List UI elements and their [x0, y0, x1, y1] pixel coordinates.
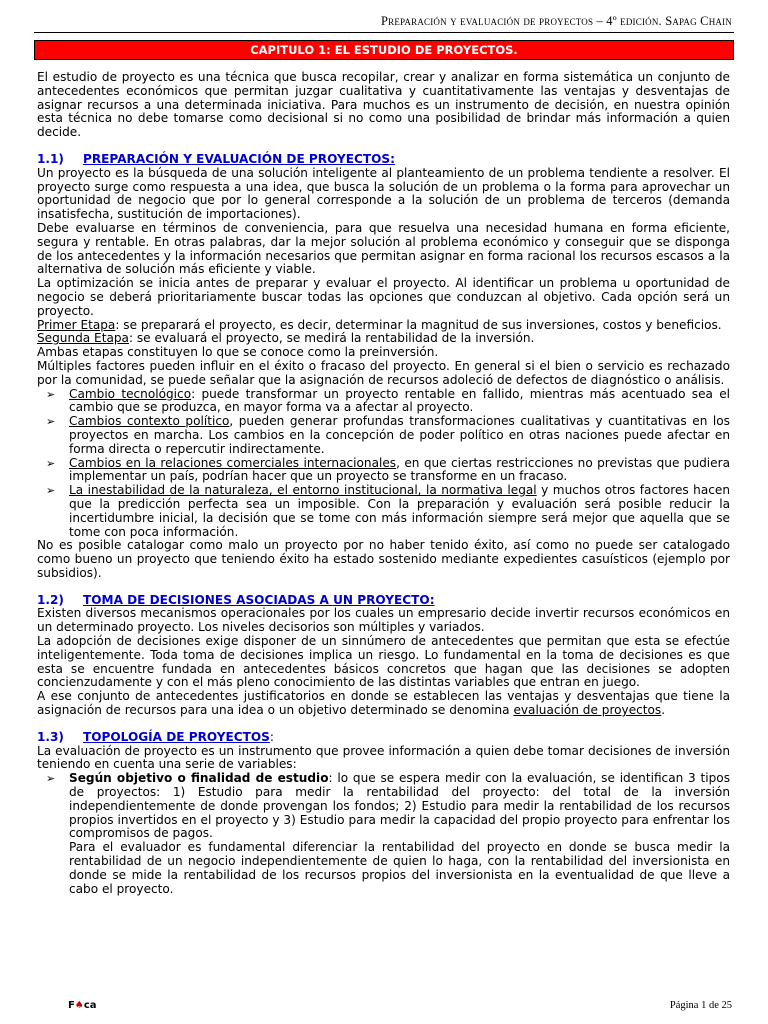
stage-label: Primer Etapa [37, 317, 116, 332]
section-title: PREPARACIÓN Y EVALUACIÓN DE PROYECTOS: [83, 151, 395, 166]
typology-list [37, 772, 730, 896]
arrow-bullet-icon: ➢ [46, 772, 56, 786]
spade-icon: ♠ [74, 1000, 84, 1011]
paragraph: Ambas etapas constituyen lo que se conoce como la preinversión. [37, 345, 439, 360]
running-header: Preparación y evaluación de proyectos – 4º edición. Sapag Chain [381, 14, 732, 28]
arrow-bullet-icon: ➢ [46, 456, 56, 470]
factor-list [37, 388, 730, 540]
arrow-bullet-icon: ➢ [46, 387, 56, 401]
chapter-banner: CAPITULO 1: EL ESTUDIO DE PROYECTOS. [34, 40, 734, 60]
paragraph: Múltiples factores pueden influir en el éxito o fracaso del proyecto. En general si el bien o servicio es rechazado por la comunidad, se puede señalar que la asignación de recursos adoleció de defectos de diagnóstico o análisis. [37, 358, 730, 387]
stage-label: Segunda Etapa [37, 331, 129, 346]
section-title: TOPOLOGÍA DE PROYECTOS [83, 729, 270, 744]
header-rule [34, 32, 734, 33]
section-number: 1.1) [37, 151, 64, 166]
list-item-continuation: Para el evaluador es fundamental diferenciar la rentabilidad del proyecto en donde se busca medir la rentabilidad de un negocio independientemente de quien lo haga, con la rentabilidad del inversionista en donde se mide la rentabilidad de los recursos propios del inversionista en la eventualidad de que lleve a cabo el proyecto. [69, 840, 730, 896]
section-title: TOMA DE DECISIONES ASOCIADAS A UN PROYECTO: [83, 592, 435, 607]
arrow-bullet-icon: ➢ [46, 484, 56, 498]
paragraph: Existen diversos mecanismos operacionales por los cuales un empresario decide invertir recursos económicos en un determinado proyecto. Los niveles decisorios son múltiples y variados. [37, 606, 730, 635]
defined-term: evaluación de proyectos [513, 703, 662, 718]
document-body [37, 71, 730, 896]
stage-paragraph: Primer Etapa: se preparará el proyecto, es decir, determinar la magnitud de sus inversiones, costos y beneficios. [37, 317, 722, 332]
paragraph: Un proyecto es la búsqueda de una solución inteligente al planteamiento de un problema tendiente a resolver. El proyecto surge como respuesta a una idea, que busca la solución de un problema o la forma para aprovechar un oportunidad de negocio que por lo general corresponde a la solución de un problema de terceros (demanda insatisfecha, sustitución de importaciones). [37, 165, 730, 222]
footer-logo: F♠ca [68, 1000, 97, 1011]
paragraph: A ese conjunto de antecedentes justificatorios en donde se establecen las ventajas y desventajas que tiene la asignación de recursos para una idea o un objetivo determinado se denomina evaluación de proyectos. [37, 689, 730, 718]
list-item: ➢ Cambios en la relaciones comerciales internacionales, en que ciertas restricciones no previstas que pudiera implementar un país, podrían hacer que un proyecto se transforme en un fracaso. [46, 455, 730, 484]
paragraph: La evaluación de proyecto es un instrumento que provee información a quien debe tomar decisiones de inversión teniendo en cuenta una serie de variables: [37, 743, 730, 772]
section-number: 1.2) [37, 592, 64, 607]
section-heading-1-3: 1.3) TOPOLOGÍA DE PROYECTOS: [37, 729, 274, 744]
paragraph: La optimización se inicia antes de preparar y evaluar el proyecto. Al identificar un problema u oportunidad de negocio se deberá prioritariamente buscar todas las opciones que conduzcan al objetivo. Cada opción será un proyecto. [37, 276, 730, 318]
section-heading-1-2 [37, 594, 730, 608]
paragraph: Debe evaluarse en términos de conveniencia, para que resuelva una necesidad humana en forma eficiente, segura y rentable. En otras palabras, dar la mejor solución al problema económico y conseguir que se disponga de los antecedentes y la información necesarios que permitan asignar en forma racional los recursos escasos a la alternativa de solución más eficiente y viable. [37, 220, 730, 277]
stage-paragraph: Segunda Etapa: se evaluará el proyecto, se medirá la rentabilidad de la inversión. [37, 331, 535, 346]
arrow-bullet-icon: ➢ [46, 415, 56, 429]
list-item: ➢ Cambios contexto político, pueden generar profundas transformaciones cualitativas y cuantitativas en los proyectos en marcha. Los cambios en la concepción de poder político en otras naciones puede afectar en forma directa o repercutir indirectamente. [46, 414, 730, 456]
list-item: ➢ La inestabilidad de la naturaleza, el entorno institucional, la normativa legal y muchos otros factores hacen que la predicción perfecta sea un imposible. Con la preparación y evaluación será posible reducir la incertidumbre inicial, la decisión que se tome con más información siempre será mejor que aquella que se tome con poca información. [46, 483, 731, 539]
list-item: ➢ Cambio tecnológico: puede transformar un proyecto rentable en fallido, mientras más acentuado sea el cambio que se produzca, en mayor forma va a afectar al proyecto. [46, 386, 730, 415]
section-number: 1.3) [37, 729, 64, 744]
page-number: Página 1 de 25 [669, 1000, 732, 1011]
list-item: ➢ Según objetivo o finalidad de estudio: lo que se espera medir con la evaluación, se identifican 3 tipos de proyectos: 1) Estudio para medir la rentabilidad del proyecto: del total de la inversión independientemente de donde provengan los fondos; 2) Estudio para medir la rentabilidad de los recursos propios invertidos en el proyecto y 3) Estudio para medir la capacidad del propio proyecto para enfrentar los compromisos de pagos. [46, 771, 731, 841]
intro-paragraph: El estudio de proyecto es una técnica que busca recopilar, crear y analizar en forma sistemática un conjunto de antecedentes económicos que permitan juzgar cualitativa y cuantitativamente las ventajas y desventajas de asignar recursos a una determinada iniciativa. Para muchos es un instrumento de decisión, en nuestra opinión esta técnica no debe tomarse como decisional si no como una posibilidad de brindar más información a quien decide. [37, 70, 730, 140]
paragraph: La adopción de decisiones exige disponer de un sinnúmero de antecedentes que permitan que esta se efectúe inteligentemente. Toda toma de decisiones implica un riesgo. Lo fundamental en la toma de decisiones es que esta se encuentre fundada en antecedentes básicos concretos que hagan que las decisiones se adopten concienzudamente y con el más pleno conocimiento de las distintas variables que entran en juego. [37, 634, 730, 690]
paragraph: No es posible catalogar como malo un proyecto por no haber tenido éxito, así como no puede ser catalogado como bueno un proyecto que teniendo éxito ha estado sostenido mediante expedientes casuísticos (ejemplo por subsidios). [37, 538, 730, 580]
section-heading-1-1 [37, 153, 730, 167]
